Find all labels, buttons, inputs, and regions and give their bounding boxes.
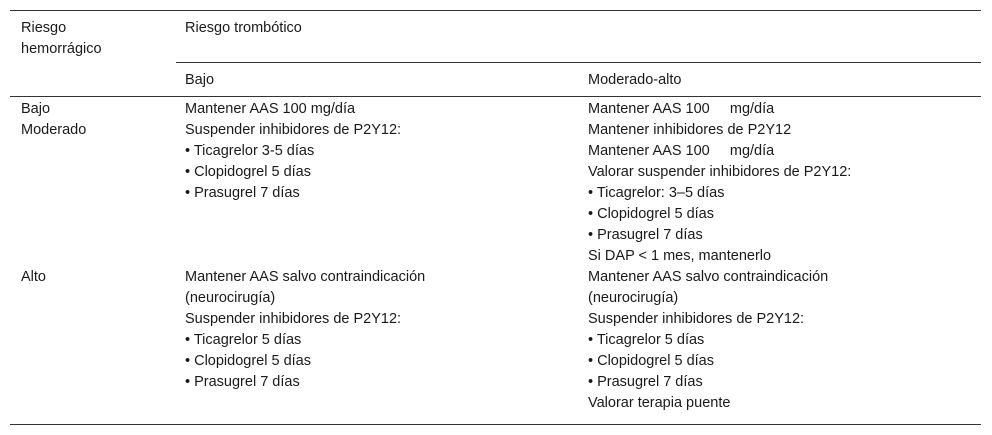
- table-top-rule: [10, 10, 981, 11]
- header-bleeding-risk: Riesgo hemorrágico: [21, 20, 102, 57]
- table-row-label: Alto: [21, 269, 46, 285]
- subheader-moderate-high: Moderado-alto: [588, 72, 682, 88]
- header-bottom-rule: [10, 96, 981, 97]
- subheader-low: Bajo: [185, 72, 215, 88]
- subheader-rule: [176, 62, 981, 63]
- column-moderate-high: Mantener AAS 100 mg/día Mantener inhibidores de P2Y12 Mantener AAS 100 mg/día Valorar suspender inhibidores de P2Y12: • Ticagrelor: 3–5 días • Clopidogrel 5 días • Prasugrel 7 días Si DAP < 1 mes, mantenerlo Mantener AAS salvo contraindicación (neurocirugía) Suspender inhibidores de P2Y12: • Ticagrelor 5 días • Clopidogrel 5 días • Prasugrel 7 días Valorar terapia puente: [588, 101, 852, 411]
- column-low: Mantener AAS 100 mg/día Suspender inhibidores de P2Y12: • Ticagrelor 3-5 días • Clopidogrel 5 días • Prasugrel 7 días Mantener AAS salvo contraindicación (neurocirugía) Suspender inhibidores de P2Y12: • Ticagrelor 5 días • Clopidogrel 5 días • Prasugrel 7 días: [185, 101, 426, 390]
- table-row-label: Bajo: [21, 101, 51, 117]
- table-row-label: Moderado: [21, 122, 87, 138]
- row-labels: [21, 99, 86, 288]
- header-thrombotic-risk: Riesgo trombótico: [185, 20, 302, 36]
- table-bottom-rule: [10, 424, 981, 425]
